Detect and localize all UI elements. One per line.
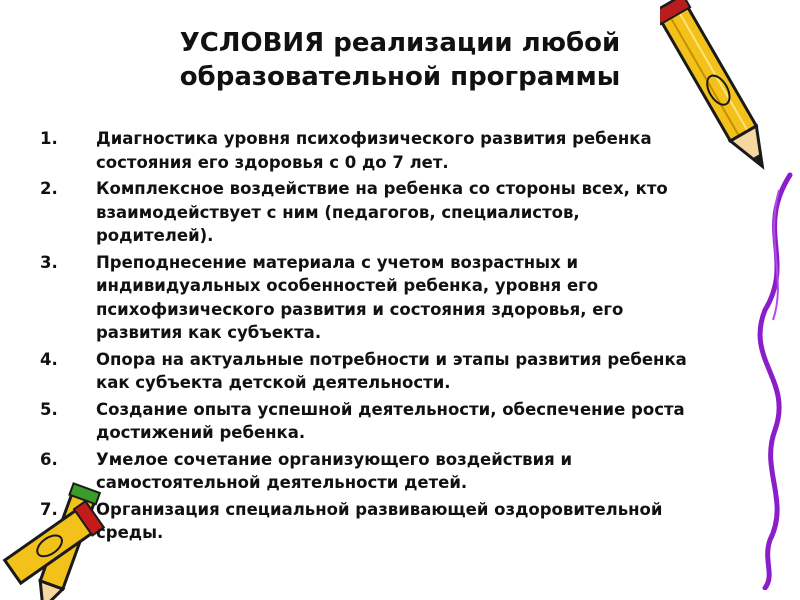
title-line-1: УСЛОВИЯ реализации любой	[179, 28, 621, 58]
item-line: развития как субъекта.	[96, 323, 322, 342]
conditions-list	[40, 127, 760, 548]
item-line: индивидуальных особенностей ребенка, уровня его	[96, 276, 599, 295]
item-number: 4.	[40, 349, 58, 369]
list-item	[40, 498, 760, 545]
item-line: родителей).	[96, 226, 214, 245]
list-item	[40, 448, 760, 495]
item-line: взаимодействует с ним (педагогов, специалистов,	[96, 202, 580, 222]
item-number: 3.	[40, 252, 58, 272]
list-item	[40, 177, 760, 248]
title-line-2: образовательной программы	[179, 62, 621, 92]
item-number: 1.	[40, 129, 58, 148]
list-item	[40, 398, 760, 445]
item-line: среды.	[96, 523, 164, 542]
list-item	[40, 251, 760, 345]
list-item	[40, 348, 760, 395]
item-number: 6.	[40, 449, 58, 469]
item-number: 5.	[40, 399, 58, 419]
item-line: Умелое сочетание организующего воздействия и	[96, 449, 573, 469]
item-number: 7.	[40, 499, 58, 519]
item-line: Опора на актуальные потребности и этапы развития ребенка	[96, 349, 687, 369]
item-line: Преподнесение материала с учетом возрастных и	[96, 252, 579, 272]
item-line: Комплексное воздействие на ребенка со стороны всех, кто	[96, 179, 668, 198]
item-line: достижений ребенка.	[96, 423, 306, 442]
item-line: состояния его здоровья с 0 до 7 лет.	[96, 152, 449, 172]
item-number: 2.	[40, 179, 58, 198]
item-line: Организация специальной развивающей оздоровительной	[96, 499, 663, 519]
slide-title	[120, 26, 680, 94]
item-line: психофизического развития и состояния здоровья, его	[96, 299, 624, 319]
item-line: самостоятельной деятельности детей.	[96, 473, 468, 492]
item-line: Создание опыта успешной деятельности, обеспечение роста	[96, 399, 685, 419]
item-line: Диагностика уровня психофизического развития ребенка	[96, 129, 652, 148]
item-line: как субъекта детской деятельности.	[96, 373, 451, 392]
list-item	[40, 127, 760, 174]
